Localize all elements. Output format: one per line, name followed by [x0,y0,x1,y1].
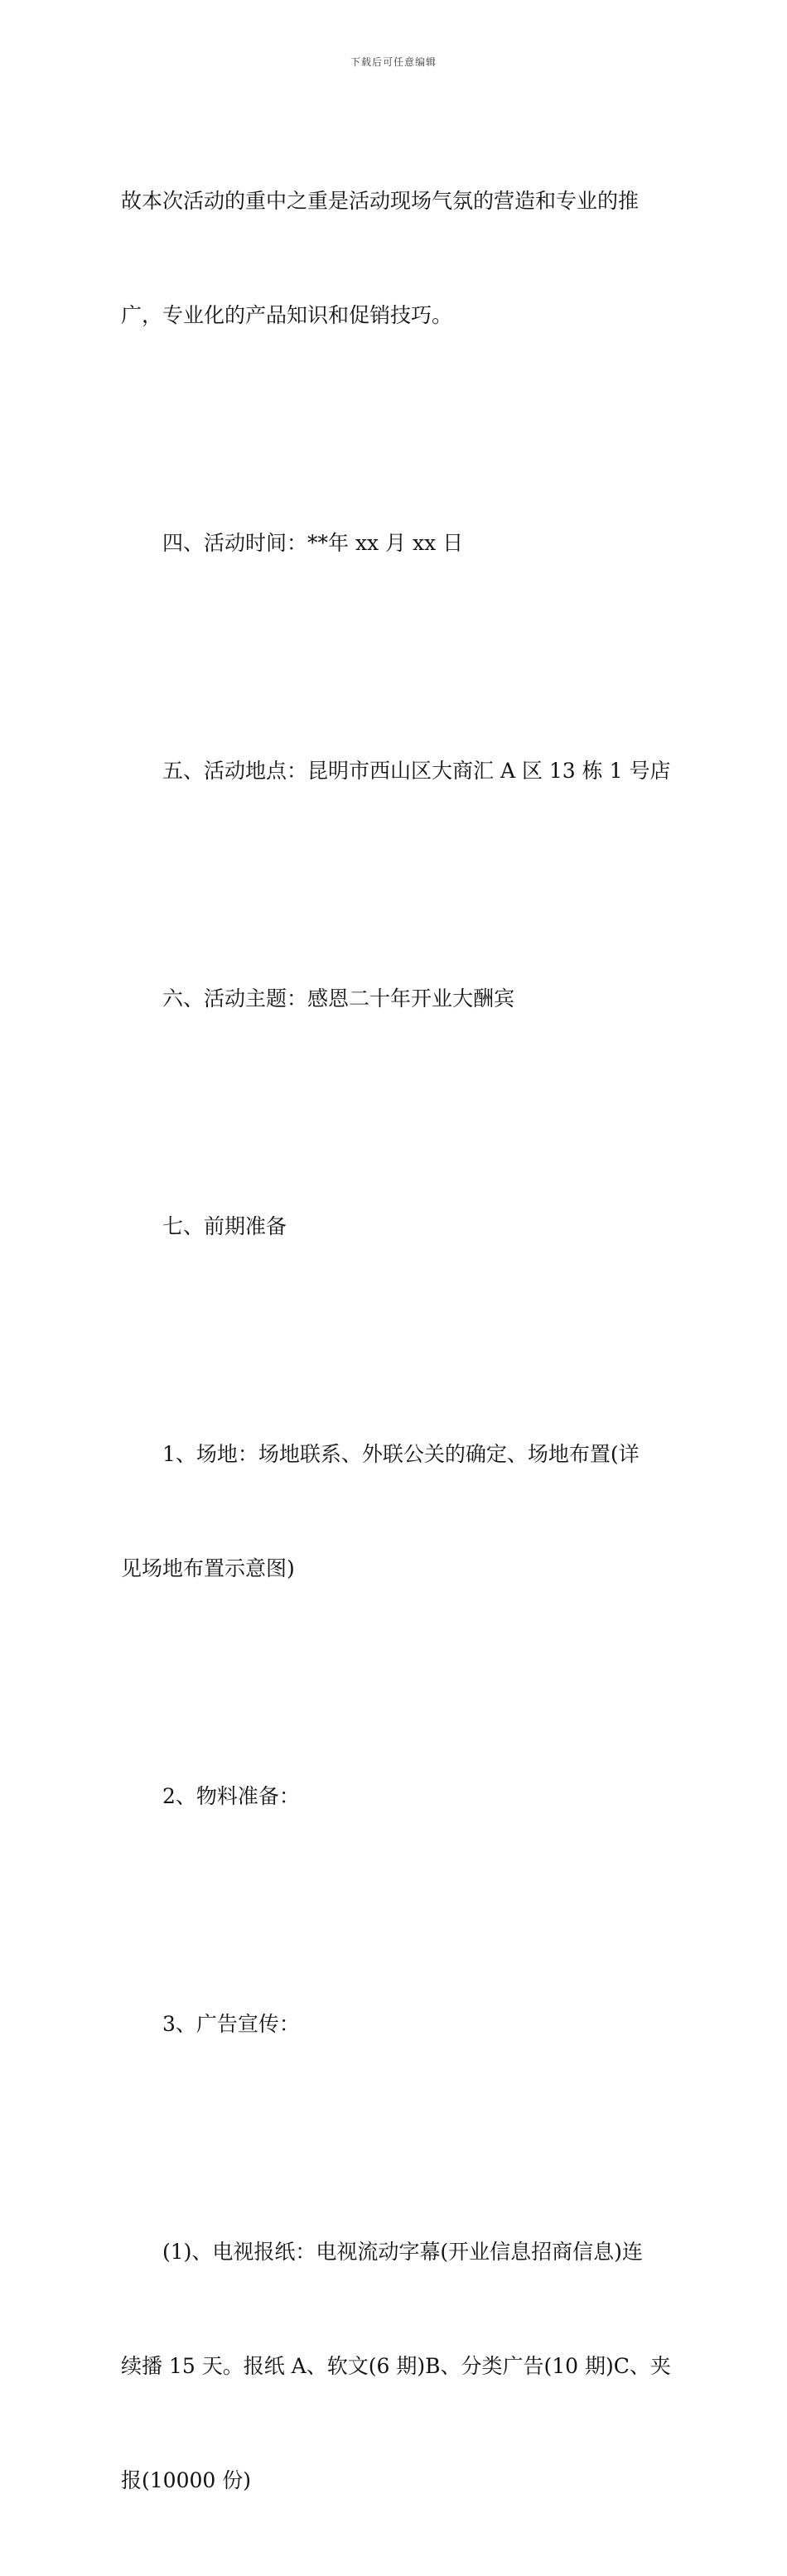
paragraph-line: 广，专业化的产品知识和促销技巧。 [121,303,453,327]
paragraph-activity-time [121,448,671,639]
paragraph-line: (1)、电视报纸：电视流动字幕(开业信息招商信息)连 [162,2240,643,2264]
paragraph-line: 七、前期准备 [162,1214,287,1238]
paragraph-advertising [121,1929,671,2120]
paragraph-line: 报(10000 份) [121,2468,251,2492]
paragraph-line: 六、活动主题：感恩二十年开业大酬宾 [162,987,515,1011]
document-body [121,106,671,2576]
paragraph-line: 2、物料准备： [162,1784,300,1808]
paragraph-materials [121,1701,671,1892]
paragraph-line: 四、活动时间：**年 xx 月 xx 日 [162,531,464,555]
paragraph-line: 3、广告宣传： [162,2012,300,2036]
paragraph-tv-newspaper [121,2157,671,2576]
paragraph-activity-location [121,676,671,866]
paragraph-line: 续播 15 天。报纸 A、软文(6 期)B、分类广告(10 期)C、夹 [121,2354,671,2378]
paragraph-preparation [121,1131,671,1322]
page-header: 下载后可任意编辑 [350,56,437,68]
paragraph-venue [121,1359,671,1664]
paragraph-line: 1、场地：场地联系、外联公关的确定、场地布置(详 [162,1442,640,1466]
paragraph-line: 五、活动地点：昆明市西山区大商汇 A 区 13 栋 1 号店 [162,759,671,783]
paragraph-line: 故本次活动的重中之重是活动现场气氛的营造和专业的推 [121,189,640,213]
paragraph-intro [121,106,671,411]
paragraph-line: 见场地布置示意图) [121,1556,295,1580]
paragraph-activity-theme [121,904,671,1094]
